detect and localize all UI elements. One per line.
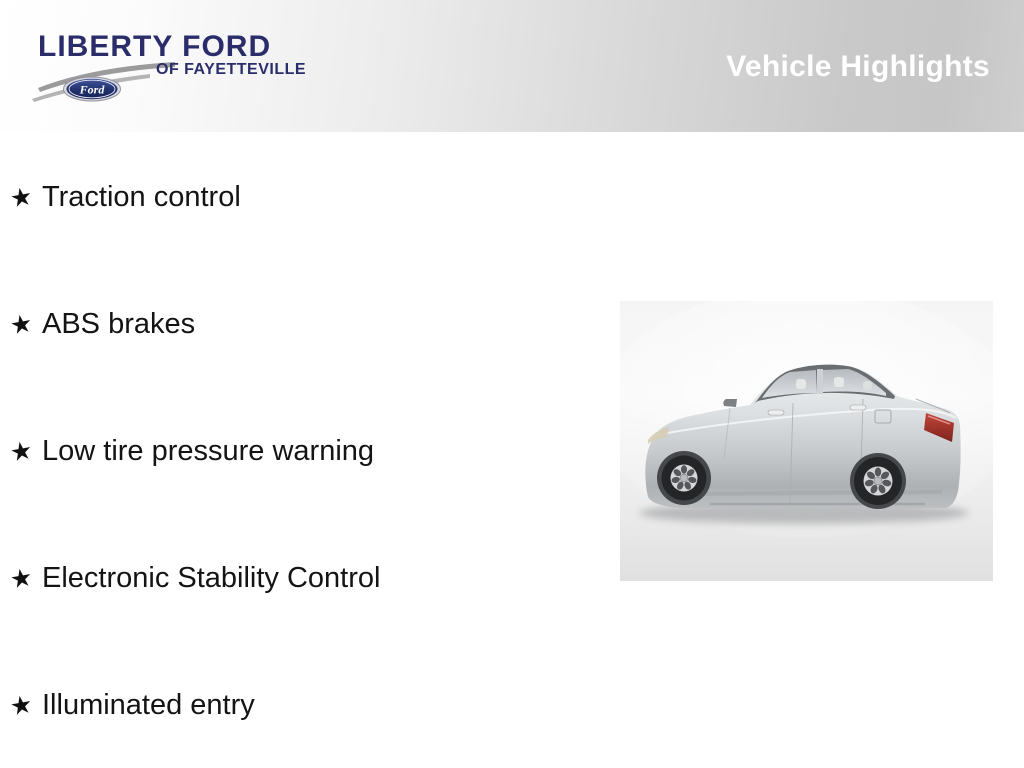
- list-item: [7, 561, 381, 595]
- star-bullet-icon: ★: [7, 182, 35, 214]
- front-wheel: [662, 456, 707, 501]
- list-item: [7, 434, 375, 468]
- star-bullet-icon: ★: [7, 436, 35, 468]
- page-title: Vehicle Highlights: [726, 50, 990, 83]
- vehicle-photo: [620, 301, 993, 581]
- dealer-name: LIBERTY FORD: [38, 30, 272, 63]
- highlight-label: Traction control: [42, 180, 241, 213]
- list-item: [7, 688, 255, 722]
- star-bullet-icon: ★: [7, 690, 35, 722]
- list-item: [7, 180, 241, 214]
- highlight-label: ABS brakes: [42, 307, 196, 340]
- highlight-label: Illuminated entry: [42, 688, 255, 721]
- header-banner: [0, 0, 1024, 132]
- ford-oval-icon: [64, 77, 121, 101]
- highlight-label: Electronic Stability Control: [42, 561, 381, 594]
- door-handle: [850, 405, 866, 410]
- rear-wheel: [854, 457, 902, 505]
- door-handle: [768, 410, 784, 415]
- list-item: [7, 307, 196, 341]
- ford-script-text: Ford: [79, 82, 105, 97]
- highlight-label: Low tire pressure warning: [42, 434, 375, 467]
- star-bullet-icon: ★: [7, 309, 35, 341]
- star-bullet-icon: ★: [7, 563, 35, 595]
- dealer-logo: [0, 0, 330, 132]
- side-mirror: [723, 399, 737, 407]
- dealer-city: OF FAYETTEVILLE: [156, 61, 307, 78]
